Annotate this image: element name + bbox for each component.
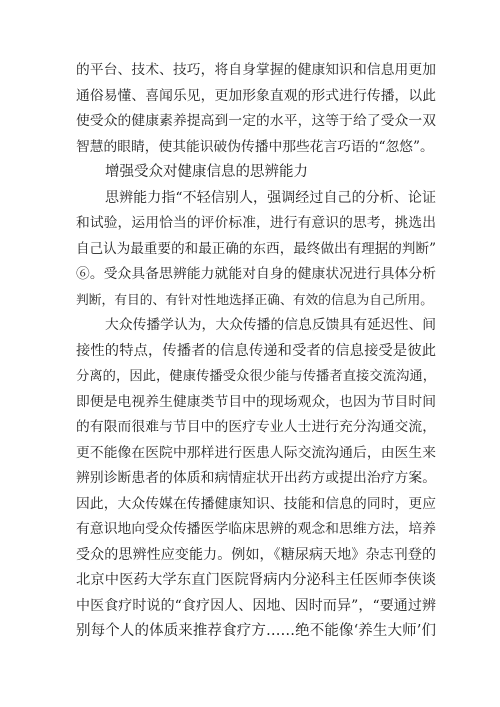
text-line: 大众传播学认为，大众传播的信息反馈具有延迟性、间 <box>105 317 436 333</box>
text-line: 更不能像在医院中那样进行医患人际交流沟通后，由医生来 <box>76 444 436 461</box>
text-line: 和试验，运用恰当的评价标准，进行有意识的思考，挑选出 <box>76 215 436 231</box>
text-line: 自己认为最重要的和最正确的东西，最终做出有理据的判断” <box>76 240 436 257</box>
text-line: 通俗易懂、喜闻乐见，更加形象直观的形式进行传播，以此 <box>76 87 436 104</box>
text-line: 思辨能力指“不轻信别人，强调经过自己的分析、论证 <box>105 189 436 206</box>
text-line: 智慧的眼睛，使其能识破伪传播中那些花言巧语的“忽悠”。 <box>76 138 434 155</box>
text-line: 的平台、技术、技巧，将自身掌握的健康知识和信息用更加 <box>76 62 436 78</box>
text-line: 的有限而很难与节目中的医疗专业人士进行充分沟通交流， <box>76 419 436 435</box>
text-line: 接性的特点，传播者的信息传递和受者的信息接受是彼此 <box>76 342 436 359</box>
text-line: 中医食疗时说的“食疗因人、因地、因时而异”，“要通过辨 <box>76 597 436 614</box>
text-line: 辨别诊断患者的体质和病情症状开出药方或提出治疗方案。 <box>76 470 436 486</box>
text-line: 即便是电视养生健康类节目中的现场观众，也因为节目时间 <box>76 393 436 410</box>
body-text <box>76 58 436 645</box>
text-line: 受众的思辨性应变能力。例如，《糖尿病天地》杂志刊登的 <box>76 546 436 563</box>
text-line: 因此，大众传媒在传播健康知识、技能和信息的同时，更应 <box>76 495 436 512</box>
text-line: ⑥。受众具备思辨能力就能对自身的健康状况进行具体分析 <box>76 266 436 282</box>
text-line: 使受众的健康素养提高到一定的水平，这等于给了受众一双 <box>76 113 436 129</box>
text-line: 别每个人的体质来推荐食疗方……绝不能像‘养生大师’们 <box>76 623 436 639</box>
text-line: 判断，有目的、有针对性地选择正确、有效的信息为自己所用。 <box>76 292 433 308</box>
text-line: 分离的，因此，健康传播受众很少能与传播者直接交流沟通， <box>76 369 436 384</box>
text-line: 北京中医药大学东直门医院肾病内分泌科主任医师李侠谈 <box>76 572 436 588</box>
section-heading: 增强受众对健康信息的思辨能力 <box>105 164 308 180</box>
text-line: 有意识地向受众传播医学临床思辨的观念和思维方法，培养 <box>76 521 436 537</box>
